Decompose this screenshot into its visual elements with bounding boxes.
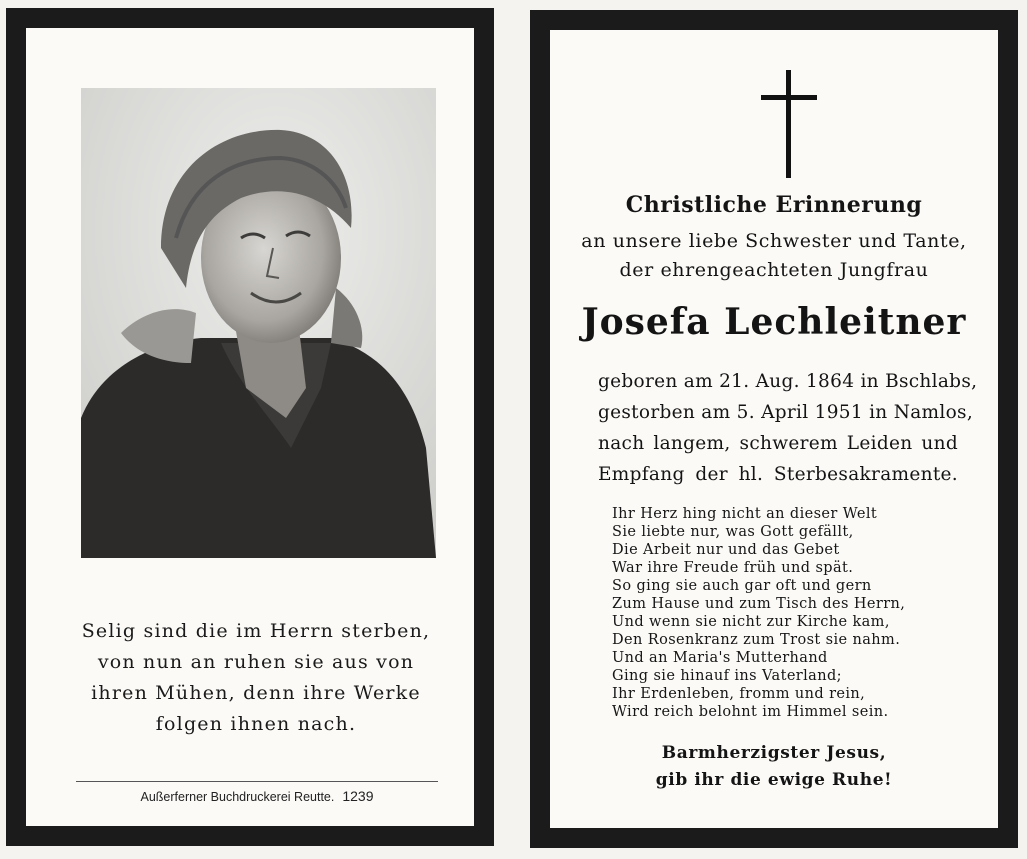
closing-prayer bbox=[550, 740, 998, 794]
poem-line: Und an Maria's Mutterhand bbox=[612, 650, 828, 666]
memorial-poem bbox=[612, 505, 982, 721]
cross-icon bbox=[761, 70, 817, 178]
divider-line bbox=[76, 781, 438, 782]
info-line: gestorben am 5. April 1951 in Namlos, bbox=[598, 402, 973, 423]
poem-line: So ging sie auch gar oft und gern bbox=[612, 578, 872, 594]
poem-line: War ihre Freude früh und spät. bbox=[612, 560, 854, 576]
life-dates bbox=[598, 366, 978, 490]
scripture-line: Selig sind die im Herrn sterben, bbox=[81, 620, 431, 642]
intro-line: an unsere liebe Schwester und Tante, bbox=[581, 230, 967, 252]
info-line: Empfang der hl. Sterbesakramente. bbox=[598, 464, 958, 485]
memorial-card-right bbox=[530, 10, 1018, 848]
scripture-line: von nun an ruhen sie aus von bbox=[97, 651, 415, 673]
prayer-line: gib ihr die ewige Ruhe! bbox=[655, 770, 893, 790]
poem-line: Zum Hause und zum Tisch des Herrn, bbox=[612, 596, 906, 612]
poem-line: Ihr Erdenleben, fromm und rein, bbox=[612, 686, 866, 702]
card-title: Christliche Erinnerung bbox=[625, 192, 923, 218]
poem-line: Sie liebte nur, was Gott gefällt, bbox=[612, 524, 854, 540]
poem-line: Ging sie hinauf ins Vaterland; bbox=[612, 668, 842, 684]
prayer-line: Barmherzigster Jesus, bbox=[661, 743, 887, 763]
portrait-image bbox=[81, 88, 436, 558]
scripture-line: ihren Mühen, denn ihre Werke bbox=[91, 682, 421, 704]
print-number: 1239 bbox=[342, 788, 374, 804]
scripture-verse bbox=[56, 616, 456, 740]
scripture-line: folgen ihnen nach. bbox=[155, 713, 357, 735]
poem-line: Wird reich belohnt im Himmel sein. bbox=[612, 704, 889, 720]
poem-line: Und wenn sie nicht zur Kirche kam, bbox=[612, 614, 890, 630]
printer-credit bbox=[76, 788, 438, 804]
memorial-card-left bbox=[6, 8, 494, 846]
info-line: geboren am 21. Aug. 1864 in Bschlabs, bbox=[598, 371, 978, 392]
portrait-photo bbox=[81, 88, 436, 558]
printer-name: Außerferner Buchdruckerei Reutte. bbox=[140, 790, 335, 804]
intro-line: der ehrengeachteten Jungfrau bbox=[619, 259, 929, 281]
poem-line: Den Rosenkranz zum Trost sie nahm. bbox=[612, 632, 901, 648]
deceased-name: Josefa Lechleitner bbox=[581, 301, 967, 343]
info-line: nach langem, schwerem Leiden und bbox=[598, 433, 958, 454]
poem-line: Die Arbeit nur und das Gebet bbox=[612, 542, 840, 558]
poem-line: Ihr Herz hing nicht an dieser Welt bbox=[612, 506, 878, 522]
